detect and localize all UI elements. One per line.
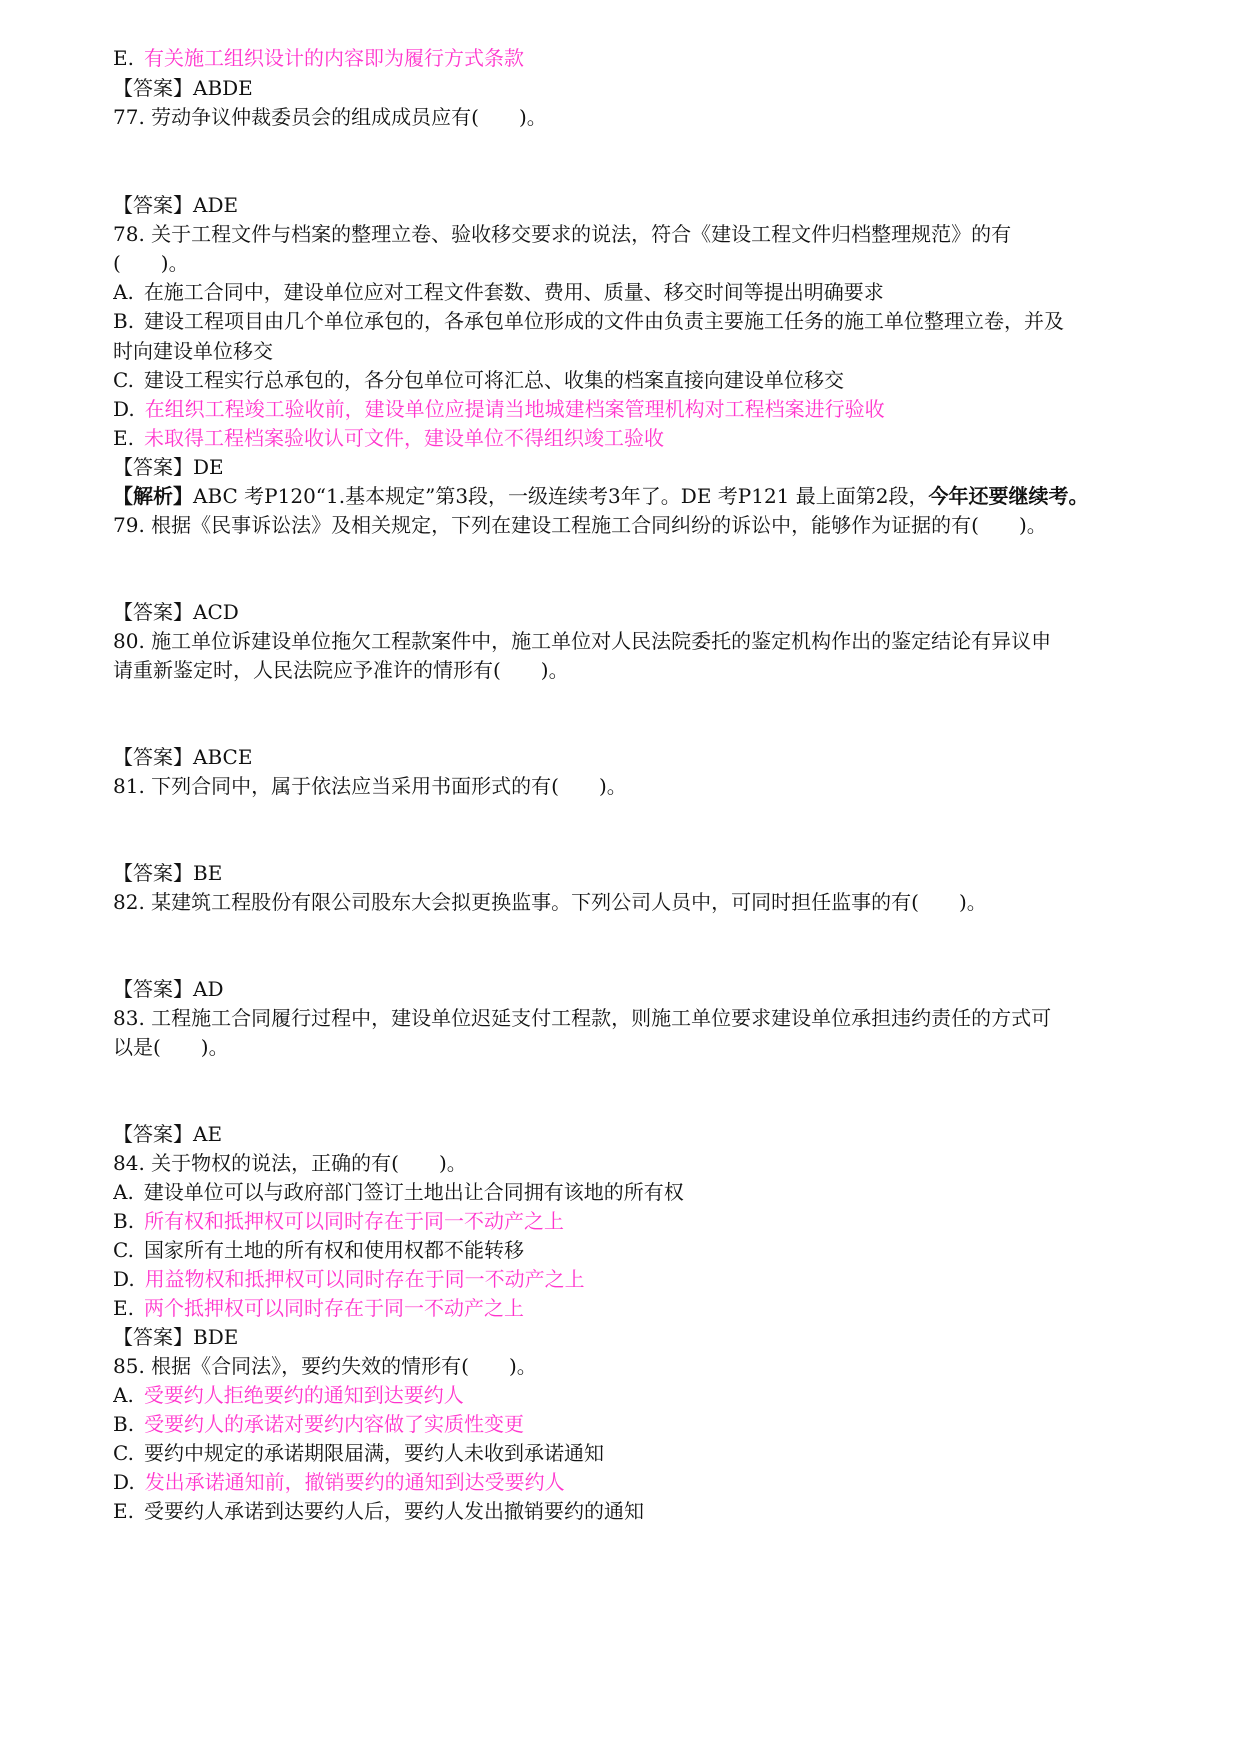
question-80: 80. 施工单位诉建设单位拖欠工程款案件中，施工单位对人民法院委托的鉴定机构作出的鉴定结论有异议申 — [113, 629, 1052, 653]
question-83: 83. 工程施工合同履行过程中，建设单位迟延支付工程款，则施工单位要求建设单位承担违约责任的方式可 — [113, 1006, 1052, 1030]
option-line: B. 建设工程项目由几个单位承包的，各承包单位形成的文件由负责主要施工任务的施工单位整理立卷，并及 — [113, 309, 1065, 333]
answer-line: 【答案】AE — [113, 1122, 223, 1146]
answer-line: 【答案】ABDE — [113, 76, 253, 100]
question-82: 82. 某建筑工程股份有限公司股东大会拟更换监事。下列公司人员中，可同时担任监事的有( )。 — [113, 890, 987, 914]
question-85: 85. 根据《合同法》，要约失效的情形有( )。 — [113, 1354, 537, 1378]
option-line: D. 发出承诺通知前，撤销要约的通知到达受要约人 — [113, 1470, 565, 1494]
answer-line: 【答案】ABCE — [113, 745, 253, 769]
option-line: D. 在组织工程竣工验收前，建设单位应提请当地城建档案管理机构对工程档案进行验收 — [113, 397, 885, 421]
explanation-line: 【解析】ABC 考P120“1.基本规定”第3段，一级连续考3年了。DE 考P121 最上面第2段，今年还要继续考。 — [113, 484, 1089, 508]
option-line: D. 用益物权和抵押权可以同时存在于同一不动产之上 — [113, 1267, 585, 1291]
question-80-cont: 请重新鉴定时，人民法院应予准许的情形有( )。 — [113, 658, 569, 682]
answer-line: 【答案】BDE — [113, 1325, 239, 1349]
option-line: E. 未取得工程档案验收认可文件，建设单位不得组织竣工验收 — [113, 426, 664, 450]
option-line: E. 受要约人承诺到达要约人后，要约人发出撤销要约的通知 — [113, 1499, 644, 1523]
option-line: C. 国家所有土地的所有权和使用权都不能转移 — [113, 1238, 524, 1262]
option-line-cont: 时向建设单位移交 — [113, 339, 273, 363]
option-line: A. 在施工合同中，建设单位应对工程文件套数、费用、质量、移交时间等提出明确要求 — [113, 280, 884, 304]
option-line: E. 有关施工组织设计的内容即为履行方式条款 — [113, 46, 524, 70]
option-text: 有关施工组织设计的内容即为履行方式条款 — [143, 46, 524, 70]
answer-line: 【答案】AD — [113, 977, 224, 1001]
answer-line: 【答案】DE — [113, 455, 224, 479]
option-line: C. 要约中规定的承诺期限届满，要约人未收到承诺通知 — [113, 1441, 604, 1465]
answer-line: 【答案】ADE — [113, 193, 239, 217]
option-line: A. 受要约人拒绝要约的通知到达要约人 — [113, 1383, 464, 1407]
option-line: A. 建设单位可以与政府部门签订土地出让合同拥有该地的所有权 — [113, 1180, 684, 1204]
question-81: 81. 下列合同中，属于依法应当采用书面形式的有( )。 — [113, 774, 627, 798]
question-83-cont: 以是( )。 — [113, 1035, 229, 1059]
answer-line: 【答案】ACD — [113, 600, 239, 624]
question-78: 78. 关于工程文件与档案的整理立卷、验收移交要求的说法，符合《建设工程文件归档整理规范》的有 — [113, 222, 1012, 246]
answer-line: 【答案】BE — [113, 861, 223, 885]
question-77: 77. 劳动争议仲裁委员会的组成成员应有( )。 — [113, 105, 547, 129]
question-78-cont: ( )。 — [113, 251, 189, 275]
option-line: B. 所有权和抵押权可以同时存在于同一不动产之上 — [113, 1209, 565, 1233]
option-line: B. 受要约人的承诺对要约内容做了实质性变更 — [113, 1412, 525, 1436]
option-line: E. 两个抵押权可以同时存在于同一不动产之上 — [113, 1296, 524, 1320]
question-84: 84. 关于物权的说法，正确的有( )。 — [113, 1151, 467, 1175]
question-79: 79. 根据《民事诉讼法》及相关规定，下列在建设工程施工合同纠纷的诉讼中，能够作为证据的有( )。 — [113, 513, 1047, 537]
option-line: C. 建设工程实行总承包的，各分包单位可将汇总、收集的档案直接向建设单位移交 — [113, 368, 844, 392]
